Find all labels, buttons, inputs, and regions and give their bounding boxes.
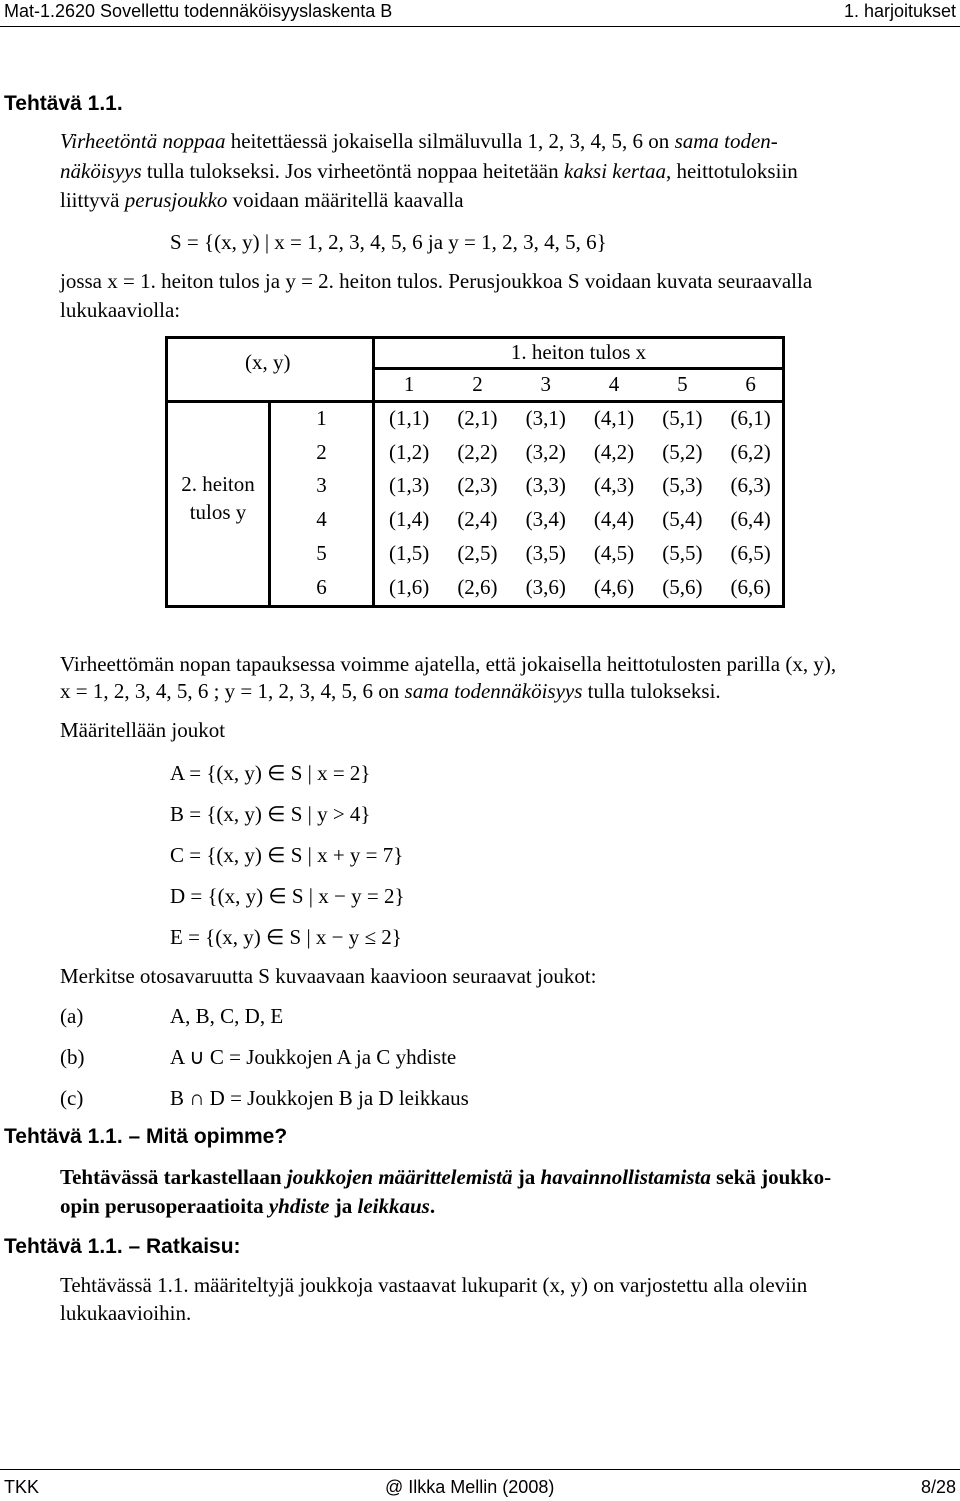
- def-d: D = {(x, y) ∈ S | x − y = 2}: [170, 884, 405, 908]
- after-line-2: lukukaaviolla:: [60, 298, 181, 322]
- grid-cell: (6,2): [730, 439, 771, 464]
- grid-header-border: [165, 400, 785, 403]
- grid-cell: (2,3): [457, 473, 498, 498]
- item-label: (c): [60, 1086, 84, 1110]
- section-title: 1. harjoitukset: [843, 1, 956, 21]
- grid-cell: (2,4): [457, 507, 498, 532]
- set-formula: S = {(x, y) | x = 1, 2, 3, 4, 5, 6 ja y = 1, 2, 3, 4, 5, 6}: [170, 230, 607, 254]
- after-line-1: jossa x = 1. heiton tulos ja y = 2. heiton tulos. Perusjoukkoa S voidaan kuvata seuraavalla: [60, 269, 813, 293]
- grid-row-header: 6: [316, 574, 327, 599]
- grid-cell: (1,5): [389, 540, 430, 565]
- grid-col-header: 6: [745, 372, 756, 396]
- grid-col-header: 4: [608, 372, 620, 396]
- grid-col-header-divider: [375, 367, 785, 370]
- learn-line-1: Tehtävässä tarkastellaan joukkojen määrittelemistä ja havainnollistamista sekä joukko-: [60, 1165, 832, 1189]
- grid-cell: (2,2): [457, 439, 498, 464]
- intro-line-1: Virheetöntä noppaa heitettäessä jokaisella silmäluvulla 1, 2, 3, 4, 5, 6 on sama toden-: [60, 129, 778, 153]
- grid-cell: (5,4): [662, 507, 703, 532]
- grid-cell: (5,5): [662, 540, 703, 565]
- grid-col-title: 1. heiton tulos x: [510, 340, 647, 364]
- grid-cell: (6,6): [730, 574, 771, 599]
- grid-cell: (5,6): [662, 574, 703, 599]
- grid-row-header: 4: [316, 507, 327, 532]
- grid-cell: (5,1): [662, 406, 703, 430]
- item-text: A ∪ C = Joukkojen A ja C yhdiste: [170, 1045, 457, 1069]
- solution-line-2: lukukaavioihin.: [60, 1301, 192, 1325]
- learn-line-2: opin perusoperaatioita yhdiste ja leikkaus.: [60, 1194, 436, 1218]
- grid-cell: (4,6): [593, 574, 635, 599]
- grid-cell: (3,6): [525, 574, 566, 599]
- course-title: Mat-1.2620 Sovellettu todennäköisyyslaskenta B: [4, 1, 393, 21]
- grid-row-header: 3: [316, 473, 327, 498]
- grid-cell: (4,5): [593, 540, 635, 565]
- grid-cell: (3,4): [525, 507, 566, 532]
- task-title: Tehtävä 1.1.: [4, 92, 123, 115]
- grid-cell: (3,2): [525, 439, 566, 464]
- grid-cell: (1,2): [389, 439, 430, 464]
- grid-cell: (4,1): [593, 406, 635, 430]
- grid-col-header: 5: [677, 372, 688, 396]
- grid-cell: (6,5): [730, 540, 771, 565]
- grid-cell: (1,3): [389, 473, 430, 498]
- grid-row-header: 5: [316, 540, 327, 565]
- grid-row-title: 2. heiton: [181, 472, 255, 496]
- grid-top-border: [165, 336, 785, 339]
- grid-cell: (4,4): [593, 507, 635, 532]
- grid-cell: (6,1): [730, 406, 771, 430]
- grid-cell: (1,4): [389, 507, 430, 532]
- def-c: C = {(x, y) ∈ S | x + y = 7}: [170, 843, 404, 867]
- grid-row-header: 1: [316, 406, 327, 430]
- grid-col-header: 3: [540, 372, 551, 396]
- def-e: E = {(x, y) ∈ S | x − y ≤ 2}: [170, 925, 402, 949]
- grid-cell: (5,3): [662, 473, 703, 498]
- page-number: 8/28: [920, 1477, 956, 1497]
- item-label: (a): [60, 1004, 84, 1028]
- def-a: A = {(x, y) ∈ S | x = 2}: [170, 761, 371, 785]
- grid-cell: (6,3): [730, 473, 771, 498]
- footer-rule: [0, 1469, 960, 1470]
- grid-col-header: 1: [403, 372, 415, 396]
- para2-line-1: Virheettömän nopan tapauksessa voimme ajatella, että jokaisella heittotulosten parilla (x, y),: [60, 652, 837, 676]
- para2-line-3: Määritellään joukot: [60, 718, 226, 742]
- header-rule: [0, 26, 960, 27]
- footer-left: TKK: [4, 1477, 40, 1497]
- grid-cell: (3,3): [525, 473, 566, 498]
- def-b: B = {(x, y) ∈ S | y > 4}: [170, 802, 371, 826]
- grid-bottom-border: [165, 605, 785, 608]
- grid-cell: (3,1): [525, 406, 566, 430]
- grid-cell: (2,6): [457, 574, 498, 599]
- intro-line-3: liittyvä perusjoukko voidaan määritellä kaavalla: [60, 188, 464, 212]
- learn-title: Tehtävä 1.1. – Mitä opimme?: [4, 1125, 288, 1148]
- mark-instruction: Merkitse otosavaruutta S kuvaavaan kaavioon seuraavat joukot:: [60, 964, 597, 988]
- item-label: (b): [60, 1045, 85, 1069]
- solution-title: Tehtävä 1.1. – Ratkaisu:: [4, 1235, 241, 1258]
- grid-col-header: 2: [472, 372, 483, 396]
- grid-cell: (4,3): [593, 473, 635, 498]
- grid-cell: (6,4): [730, 507, 771, 532]
- footer-center: @ Ilkka Mellin (2008): [385, 1477, 555, 1497]
- grid-cell: (2,5): [457, 540, 498, 565]
- grid-cell: (4,2): [593, 439, 635, 464]
- intro-line-2: näköisyys tulla tulokseksi. Jos virheetöntä noppaa heitetään kaksi kertaa, heittotuloksiin: [60, 159, 798, 183]
- grid-cell: (5,2): [662, 439, 703, 464]
- grid-cell: (3,5): [525, 540, 566, 565]
- grid-row-title: tulos y: [189, 500, 247, 524]
- para2-line-2: x = 1, 2, 3, 4, 5, 6 ; y = 1, 2, 3, 4, 5, 6 on sama todennäköisyys tulla tulokseksi.: [60, 679, 721, 703]
- grid-cell: (2,1): [457, 406, 498, 430]
- solution-line-1: Tehtävässä 1.1. määriteltyjä joukkoja vastaavat lukuparit (x, y) on varjostettu alla oleviin: [60, 1273, 808, 1297]
- grid-cell: (1,1): [389, 406, 430, 430]
- grid-row-header: 2: [316, 439, 327, 464]
- item-text: A, B, C, D, E: [170, 1004, 284, 1028]
- item-text: B ∩ D = Joukkojen B ja D leikkaus: [170, 1086, 469, 1110]
- grid-corner-label: (x, y): [245, 350, 291, 374]
- grid-cell: (1,6): [389, 574, 430, 599]
